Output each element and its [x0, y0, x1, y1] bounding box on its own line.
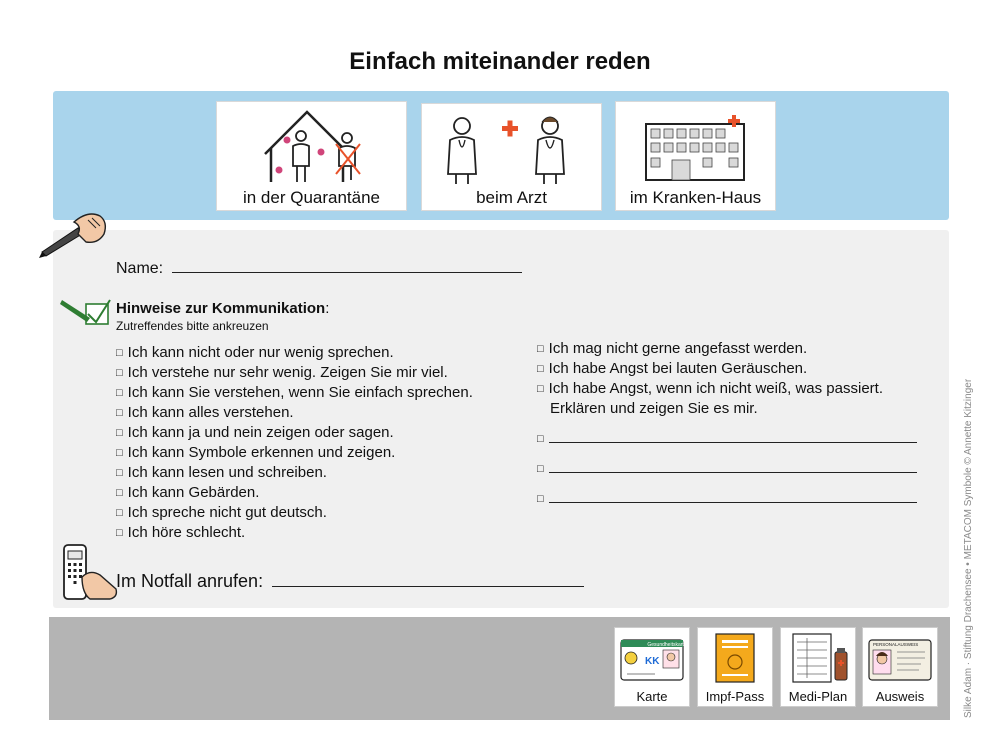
phone-hand-icon [60, 543, 120, 603]
checkbox[interactable]: □ [537, 493, 544, 505]
checkbox[interactable]: □ [537, 343, 544, 355]
checklist-item[interactable] [116, 484, 259, 501]
checklist-item[interactable] [116, 364, 448, 381]
document-label: Karte [636, 689, 668, 704]
document-label: Medi-Plan [788, 689, 848, 704]
checkbox[interactable]: □ [116, 387, 123, 399]
blank-entry[interactable] [537, 458, 917, 477]
checklist-item-text: Ich spreche nicht gut deutsch. [127, 504, 327, 521]
health-insurance-card-icon [615, 628, 689, 686]
checklist-item-text: Ich kann lesen und schreiben. [127, 464, 327, 481]
card-badge-text: KK [645, 656, 660, 667]
situation-card-quarantine [216, 101, 407, 211]
situation-label: beim Arzt [476, 188, 547, 207]
writing-hand-icon [38, 208, 110, 260]
blank-entry-line[interactable] [549, 428, 917, 443]
checklist-item-text: Ich kann Symbole erkennen und zeigen. [127, 444, 396, 461]
card-header-text: Gesundheitskarte [647, 642, 687, 648]
communication-hint: Zutreffendes bitte ankreuzen [116, 319, 269, 333]
checklist-item[interactable] [537, 360, 807, 377]
name-field[interactable] [116, 258, 522, 278]
blank-entry-line[interactable] [549, 488, 917, 503]
checklist-item-text: Ich kann nicht oder nur wenig sprechen. [127, 344, 394, 361]
checklist-item-text: Ich kann alles verstehen. [127, 404, 294, 421]
checklist-item-text: Ich höre schlecht. [127, 524, 246, 541]
situation-card-hospital [615, 101, 776, 211]
document-card-ausweis [862, 627, 938, 707]
emergency-field[interactable] [116, 570, 584, 592]
communication-heading-text: Hinweise zur Kommunikation [116, 300, 326, 317]
document-card-medi-plan [780, 627, 856, 707]
checklist-item-text: Ich kann Gebärden. [127, 484, 260, 501]
medication-plan-icon [781, 628, 855, 686]
checklist-item-continuation: Erklären und zeigen Sie es mir. [550, 400, 758, 417]
checkbox[interactable]: □ [116, 427, 123, 439]
checkbox[interactable]: □ [116, 347, 123, 359]
emergency-label: Im Notfall anrufen: [116, 571, 264, 591]
checklist-item[interactable] [116, 524, 245, 541]
checkbox[interactable]: □ [116, 367, 123, 379]
checkbox[interactable]: □ [116, 407, 123, 419]
checkbox[interactable]: □ [116, 447, 123, 459]
document-card-karte [614, 627, 690, 707]
quarantine-house-icon [217, 102, 406, 182]
checkbox[interactable]: □ [537, 383, 544, 395]
document-label: Impf-Pass [705, 689, 765, 704]
checklist-item[interactable] [116, 424, 394, 441]
situation-label: im Kranken-Haus [629, 188, 762, 207]
checklist-item[interactable] [116, 384, 473, 401]
emergency-input-line[interactable] [272, 570, 584, 587]
vaccination-pass-icon [698, 628, 772, 686]
checklist-item[interactable] [537, 380, 883, 397]
checklist-item[interactable] [116, 464, 327, 481]
blank-entry[interactable] [537, 428, 917, 447]
checklist-item[interactable] [116, 344, 394, 361]
blank-entry[interactable] [537, 488, 917, 507]
checkbox[interactable]: □ [116, 487, 123, 499]
checklist-item-text: Ich habe Angst, wenn ich nicht weiß, was passiert. [548, 380, 883, 397]
id-card-icon [863, 628, 937, 686]
doctor-icon [422, 104, 601, 186]
checklist-item-text: Ich habe Angst bei lauten Geräuschen. [548, 360, 808, 377]
checkbox[interactable]: □ [537, 363, 544, 375]
checkbox[interactable]: □ [116, 527, 123, 539]
name-label: Name: [116, 260, 164, 277]
checklist-item[interactable] [116, 444, 395, 461]
checklist-item-text: Ich mag nicht gerne angefasst werden. [548, 340, 808, 357]
page-title: Einfach miteinander reden [349, 48, 651, 75]
checkbox[interactable]: □ [116, 467, 123, 479]
checklist-item-text: Ich kann Sie verstehen, wenn Sie einfach sprechen. [127, 384, 473, 401]
checkbox[interactable]: □ [116, 507, 123, 519]
name-input-line[interactable] [172, 258, 522, 273]
situation-card-doctor [421, 103, 602, 211]
situation-label: in der Quarantäne [242, 188, 381, 207]
blank-entry-line[interactable] [549, 458, 917, 473]
card-header-text: PERSONALAUSWEIS [873, 642, 919, 647]
checklist-item[interactable] [537, 340, 807, 357]
checkbox[interactable]: □ [537, 433, 544, 445]
checklist-item[interactable] [116, 504, 327, 521]
communication-heading-colon: : [325, 300, 330, 317]
checklist-item[interactable] [116, 404, 294, 421]
document-label: Ausweis [875, 689, 925, 704]
checkbox[interactable]: □ [537, 463, 544, 475]
checklist-item-text: Ich kann ja und nein zeigen oder sagen. [127, 424, 394, 441]
credit-text: Silke Adam · Stiftung Drachensee • METACOM Symbole © Annette Kitzinger [963, 378, 974, 718]
checklist-item-text: Ich verstehe nur sehr wenig. Zeigen Sie mir viel. [127, 364, 448, 381]
hospital-icon [616, 102, 775, 182]
communication-heading [116, 300, 329, 317]
document-card-impf-pass [697, 627, 773, 707]
check-pencil-icon [60, 296, 112, 328]
